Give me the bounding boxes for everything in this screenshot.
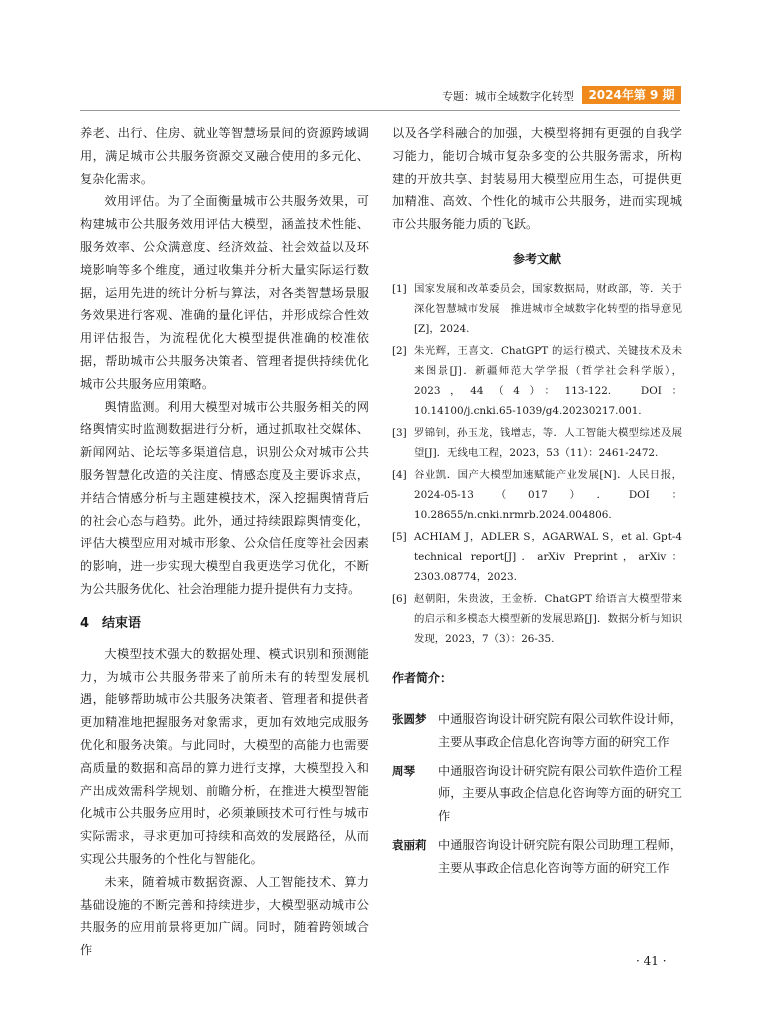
reference-item: [392, 589, 682, 649]
reference-text: ACHIAM J，ADLER S，AGARWAL S，et al. Gpt-4 technical report[J]．arXiv Preprint，arXiv：2303.08774，2023.: [414, 530, 682, 583]
left-column: [80, 122, 369, 962]
reference-text: 朱光辉，王喜文．ChatGPT 的运行模式、关键技术及未来图景[J]．新疆师范大学学报（哲学社会科学版），2023，44（4）：113-122. DOI：10.14100/j.cnki.65-1039/g4.20230217.001.: [414, 344, 682, 417]
reference-text: 赵朝阳，朱贵波，王金桥．ChatGPT 给语言大模型带来的启示和多模态大模型新的发展思路[J]．数据分析与知识发现，2023，7（3）：26-35.: [414, 592, 682, 645]
author-entry: [392, 708, 682, 754]
header-topic: 专题：城市全域数字化转型: [442, 90, 574, 103]
authors-title: 作者简介：: [392, 670, 453, 685]
author-entry: [392, 834, 682, 880]
author-description: 中通服咨询设计研究院有限公司助理工程师，主要从事政企信息化咨询等方面的研究工作: [438, 837, 682, 875]
reference-number: [5]: [392, 530, 407, 543]
references-list: [392, 279, 682, 649]
paragraph: 以及各学科融合的加强，大模型将拥有更强的自我学习能力，能切合城市复杂多变的公共服务需求，所构建的开放共享、封装易用大模型应用生态，可提供更加精准、高效、个性化的城市公共服务，进而实现城市公共服务能力质的飞跃。: [392, 126, 682, 232]
page-number: · 41 ·: [636, 954, 667, 968]
reference-text: 谷业凯．国产大模型加速赋能产业发展[N]．人民日报，2024-05-13（017）．DOI：10.28655/n.cnki.nrmrb.2024.004806.: [414, 468, 682, 521]
reference-number: [6]: [392, 592, 407, 605]
author-name: 张圆梦: [392, 711, 427, 726]
author-description: 中通服咨询设计研究院有限公司软件设计师，主要从事政企信息化咨询等方面的研究工作: [438, 711, 682, 749]
paragraph-opinion-monitoring: 舆情监测。利用大模型对城市公共服务相关的网络舆情实时监测数据进行分析，通过抓取社交媒体、新闻网站、论坛等多渠道信息，识别公众对城市公共服务智慧化改造的关注度、情感态度及主要诉求点，并结合情感分析与主题建模技术，深入挖掘舆情背后的社会心态与趋势。此外，通过持续跟踪舆情变化，评估大模型应用对城市形象、公众信任度等社会因素的影响，进一步实现大模型自我更迭学习优化，不断为公共服务优化、社会治理能力提升提供有力支持。: [80, 399, 369, 596]
author-description: 中通服咨询设计研究院有限公司软件造价工程师，主要从事政企信息化咨询等方面的研究工作: [438, 763, 682, 824]
reference-number: [4]: [392, 468, 407, 481]
right-column: [392, 122, 682, 886]
reference-number: [2]: [392, 344, 407, 357]
reference-item: [392, 423, 682, 463]
references-title: 参考文献: [512, 251, 561, 266]
reference-text: 国家发展和改革委员会，国家数据局，财政部，等．关于深化智慧城市发展 推进城市全域数字化转型的指导意见[Z]，2024.: [414, 282, 682, 335]
reference-item: [392, 465, 682, 525]
running-header: [0, 86, 760, 106]
reference-number: [1]: [392, 282, 407, 295]
author-name: 袁丽莉: [392, 837, 427, 852]
reference-text: 罗锦钊，孙玉龙，钱增志，等．人工智能大模型综述及展望[J]．无线电工程，2023，53（11）：2461-2472.: [414, 426, 682, 459]
paragraph-future: 未来，随着城市数据资源、人工智能技术、算力基础设施的不断完善和持续进步，大模型驱动城市公共服务的应用前景将更加广阔。同时，随着跨领域合作: [80, 874, 369, 958]
paragraph: 养老、出行、住房、就业等智慧场景间的资源跨域调用，满足城市公共服务资源交叉融合使用的多元化、复杂化需求。: [80, 126, 369, 186]
reference-item: [392, 341, 682, 421]
header-divider: [80, 110, 680, 111]
author-entry: [392, 760, 682, 828]
paragraph-utility-evaluation: 效用评估。为了全面衡量城市公共服务效果，可构建城市公共服务效用评估大模型，涵盖技术性能、服务效率、公众满意度、经济效益、社会效益以及环境影响等多个维度，通过收集并分析大量实际运行数据，运用先进的统计分析与算法，对各类智慧场景服务效果进行客观、准确的量化评估，并形成综合性效用评估报告，为流程优化大模型提供准确的校准依据，帮助城市公共服务决策者、管理者提供持续优化城市公共服务应用策略。: [80, 194, 369, 391]
author-name: 周琴: [392, 763, 415, 778]
reference-item: [392, 279, 682, 339]
issue-badge: 2024年第 9 期: [582, 86, 681, 104]
reference-number: [3]: [392, 426, 407, 439]
paragraph-conclusion: 大模型技术强大的数据处理、模式识别和预测能力，为城市公共服务带来了前所未有的转型发展机遇，能够帮助城市公共服务决策者、管理者和提供者更加精准地把握服务对象需求，更加有效地完成服务优化和服务决策。与此同时，大模型的高能力也需要高质量的数据和高昂的算力进行支撑，大模型投入和产出成效需科学规划、前瞻分析，在推进大模型智能化城市公共服务应用时，必须兼顾技术可行性与城市实际需求，寻求更加可持续和高效的发展路径，从而实现公共服务的个性化与智能化。: [80, 646, 369, 866]
reference-item: [392, 527, 682, 587]
section-title: 4 结束语: [80, 615, 142, 631]
